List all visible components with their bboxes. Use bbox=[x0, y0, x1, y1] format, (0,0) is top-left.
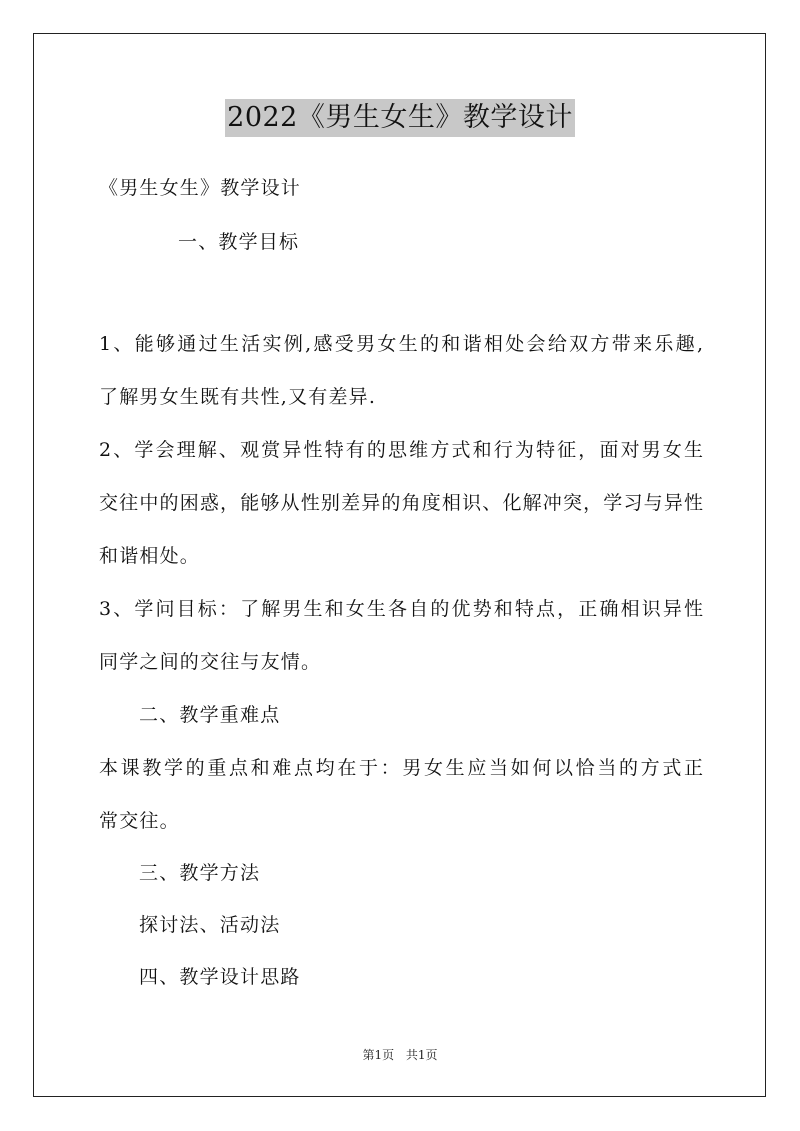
key-points-line-1: 本课教学的重点和难点均在于：男女生应当如何以恰当的方式正 bbox=[99, 757, 703, 779]
section-heading-goals: 一、教学目标 bbox=[178, 231, 300, 253]
section-heading-design-approach: 四、教学设计思路 bbox=[139, 966, 301, 988]
goal-1-line-1: 1、能够通过生活实例,感受男女生的和谐相处会给双方带来乐趣, bbox=[99, 333, 703, 355]
document-subtitle: 《男生女生》教学设计 bbox=[99, 177, 302, 199]
key-points-line-2: 常交往。 bbox=[99, 810, 180, 832]
goal-2-line-2: 交往中的困惑，能够从性别差异的角度相识、化解冲突，学习与异性 bbox=[99, 492, 703, 514]
goal-3-line-1: 3、学问目标：了解男生和女生各自的优势和特点，正确相识异性 bbox=[99, 598, 703, 620]
section-heading-methods: 三、教学方法 bbox=[139, 862, 261, 884]
goal-1-line-2: 了解男女生既有共性,又有差异. bbox=[99, 386, 377, 408]
page-footer bbox=[0, 1047, 800, 1063]
title-container bbox=[0, 99, 800, 137]
goal-3-line-2: 同学之间的交往与友情。 bbox=[99, 651, 322, 673]
section-heading-key-points: 二、教学重难点 bbox=[139, 704, 281, 726]
goal-2-line-3: 和谐相处。 bbox=[99, 545, 201, 567]
goal-2-line-1: 2、学会理解、观赏异性特有的思维方式和行为特征，面对男女生 bbox=[99, 439, 703, 461]
methods-text: 探讨法、活动法 bbox=[139, 914, 281, 936]
page-number-current: 第1页 bbox=[362, 1048, 395, 1062]
page-number-total: 共1页 bbox=[405, 1048, 438, 1062]
document-title: 2022《男生女生》教学设计 bbox=[225, 99, 575, 137]
